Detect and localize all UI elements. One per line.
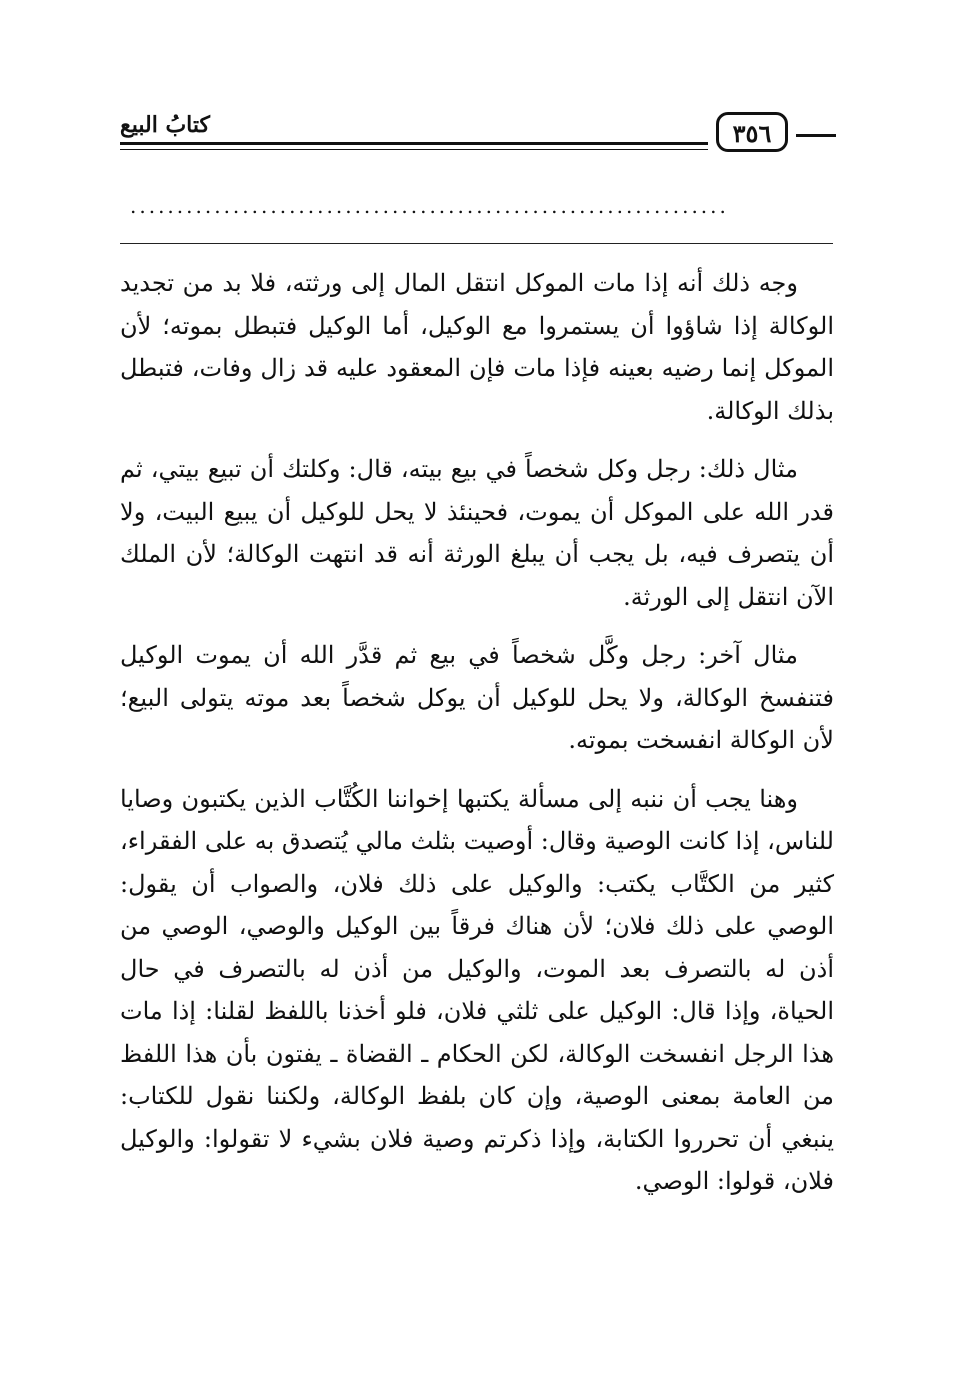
body-text — [120, 262, 834, 1203]
header-rule — [796, 134, 836, 137]
paragraph: مثال آخر: رجل وكَّل شخصاً في بيع ثم قدَّر الله أن يموت الوكيل فتنفسخ الوكالة، ولا يحل للوكيل أن يوكل شخصاً بعد موته يتولى البيع؛ لأن الوكالة انفسخت بموته. — [120, 641, 834, 754]
page-header — [120, 112, 836, 158]
header-rule-thin — [120, 149, 708, 150]
footnote-separator — [120, 243, 833, 244]
paragraph: مثال ذلك: رجل وكل شخصاً في بيع بيته، قال: وكلتك أن تبيع بيتي، ثم قدر الله على الموكل أن يموت، فحينئذ لا يحل للوكيل أن يبيع البيت، ولا أن يتصرف فيه، بل يجب أن يبلغ الورثة أنه قد انتهت الوكالة؛ لأن الملك الآن انتقل إلى الورثة. — [120, 455, 834, 611]
header-rule-thick — [120, 142, 708, 145]
book-title: كتابُ البيع — [120, 112, 210, 138]
page-number: ٣٥٦ — [716, 112, 788, 152]
paragraph: وجه ذلك أنه إذا مات الموكل انتقل المال إلى ورثته، فلا بد من تجديد الوكالة إذا شاؤوا أن يستمروا مع الوكيل، أما الوكيل فتبطل بموته؛ لأن الموكل إنما رضيه بعينه فإذا مات فإن المعقود عليه قد زال وفات، فتبطل بذلك الوكالة. — [120, 269, 834, 425]
dotted-divider: ................................................................ — [130, 196, 729, 216]
paragraph: وهنا يجب أن ننبه إلى مسألة يكتبها إخواننا الكُتَّاب الذين يكتبون وصايا للناس، إذا كانت الوصية وقال: أوصيت بثلث مالي يُتصدق به على الفقراء، كثير من الكتَّاب يكتب: والوكيل على ذلك فلان، والصواب أن يقول: الوصي على ذلك فلان؛ لأن هناك فرقاً بين الوكيل والوصي، الوصي من أذن له بالتصرف بعد الموت، والوكيل من أذن له بالتصرف في حال الحياة، وإذا قال: الوكيل على ثلثي فلان، فلو أخذنا باللفظ لقلنا: إذا مات هذا الرجل انفسخت الوكالة، لكن الحكام ـ القضاة ـ يفتون بأن هذا اللفظ من العامة بمعنى الوصية، وإن كان بلفظ الوكالة، ولكننا نقول للكتاب: ينبغي أن تحرروا الكتابة، وإذا ذكرتم وصية فلان بشيء لا تقولوا: والوكيل فلان، قولوا: الوصي. — [120, 784, 834, 1195]
